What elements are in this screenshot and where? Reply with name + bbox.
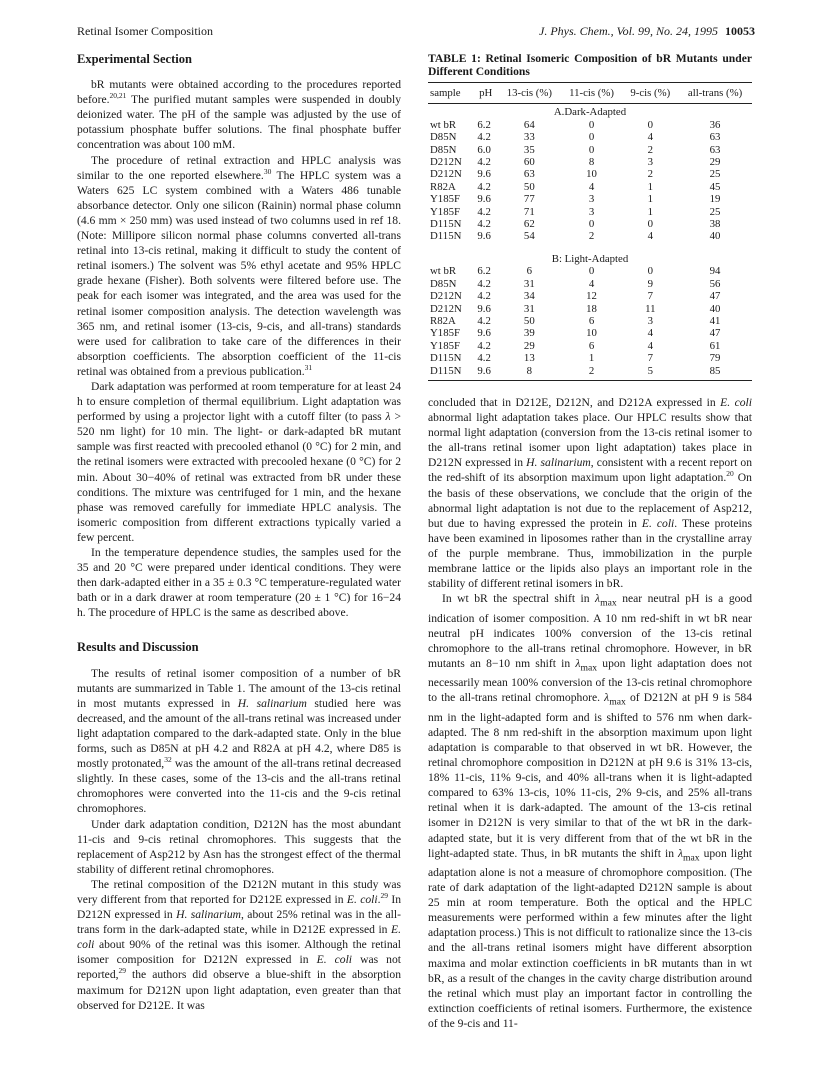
section-label: A.Dark-Adapted: [553, 106, 627, 119]
value-cell: 10: [586, 168, 597, 181]
sample-cell: Y185F: [430, 339, 460, 352]
table-row: [428, 278, 752, 290]
page-number: 10053: [725, 24, 755, 38]
value-cell: 9.6: [473, 365, 498, 381]
running-title: Retinal Isomer Composition: [77, 24, 213, 38]
value-cell: 50: [523, 314, 535, 327]
section-row-light: [428, 251, 752, 265]
value-cell: 54: [523, 230, 535, 243]
spacer-row: [428, 243, 752, 251]
value-cell: 1: [647, 180, 654, 193]
paragraph: The results of retinal isomer composition of a number of bR mutants are summarized in Table 1. The amount of the 13-cis retinal in most mutants expressed in H. salinarium studied here was decreased, and the amount of the all-trans retinal was increased under light adaptation compared to the dark-adapted state. Only in the blue forms, such as D85N at pH 4.2 and R82A at pH 4.2, where D85 is mostly protonated,$^{32}$ was the amount of the all-trans retinal decreased slightly. In these cases, some of the 13-cis and the all-trans retinal chromophores were converted into the 11-cis and the 9-cis retinal chromophores.: [77, 666, 401, 816]
value-cell: 1: [588, 352, 595, 365]
value-cell: 9.6: [477, 230, 491, 243]
value-cell: 4: [588, 277, 595, 290]
value-cell: 5: [623, 365, 679, 381]
value-cell: 2: [647, 168, 654, 181]
table-body: [428, 104, 752, 381]
value-cell: 38: [709, 218, 721, 231]
value-cell: 0: [588, 218, 595, 231]
value-cell: 9.6: [477, 327, 491, 340]
value-cell: 7: [647, 352, 654, 365]
table-row: [428, 131, 752, 143]
value-cell: 31: [523, 302, 535, 315]
value-cell: 3: [647, 156, 654, 169]
value-cell: 40: [709, 230, 721, 243]
value-cell: 25: [709, 168, 721, 181]
value-cell: 4.2: [477, 339, 491, 352]
column-header: 13-cis (%): [498, 83, 560, 104]
value-cell: 2: [561, 365, 623, 381]
paragraph: Under dark adaptation condition, D212N has the most abundant 11-cis and 9-cis retinal chromophores. This suggests that the replacement of Asp212 by Asn has the strongest effect of the thermal stability of different retinal chromophores.: [77, 817, 401, 876]
right-column-text: [428, 395, 752, 1031]
value-cell: 4.2: [477, 352, 491, 365]
value-cell: 50: [523, 180, 535, 193]
value-cell: 40: [709, 302, 721, 315]
value-cell: 61: [709, 339, 721, 352]
value-cell: 13: [523, 352, 535, 365]
value-cell: 2: [588, 230, 595, 243]
table-row: [428, 144, 752, 156]
sample-cell: D115N: [430, 352, 462, 365]
sample-cell: D85N: [430, 131, 457, 144]
value-cell: 8: [498, 365, 560, 381]
value-cell: 12: [586, 290, 597, 303]
value-cell: 0: [647, 218, 654, 231]
column-header: 11-cis (%): [561, 83, 623, 104]
value-cell: 29: [709, 156, 721, 169]
spacer-cell: [428, 243, 752, 251]
paragraph: In wt bR the spectral shift in $\lambda_{max}$ near neutral pH is a good indication of isomer composition. A 10 nm red-shift in wt bR near neutral pH indicates 100% conversion of the 13-cis retinal chromophore to the all-trans retinal chromophore. However, in bR mutants an 8−10 nm shift in $\lambda_{max}$ upon light adaptation does not necessarily mean 100% conversion of the 13-cis retinal chromophore to the all-trans retinal chromophore. $\lambda_{max}$ of D212N at pH 9 is 584 nm in the light-adapted form and is shifted to 576 nm when dark-adapted. The 8 nm red-shift in the absorption maximum upon light adaptation is comparable to that observed in wt bR. However, the retinal chromophore composition in D212N at pH 9.6 is 31% 13-cis, 18% 11-cis, 11% 9-cis, and 40% all-trans when it is light-adapted compared to 63% 13-cis, 10% 11-cis, 2% 9-cis, and 25% all-trans retinal when it is dark-adapted. The amount of the 13-cis retinal isomer in D212N is very similar to that of the wt bR in the dark-adapted state, but it is very different from that of the wt bR in the light-adapted state. Thus, in bR mutants the shift in $\lambda_{max}$ upon light adaptation alone is not a measure of chromophore composition. (The rate of dark adaptation of the light-adapted D212N sample is about 25 min at room temperature. Both the optical and the HPLC measurements were performed within a few minutes after the light adaptation process.) This is not difficult to rationalize since the 13-cis and the all-trans retinal isomers might have different absorption maxima and molar extinction coefficients in bR mutants than in wt bR, as a result of the changes in the cavity charge distribution around the retinal which must play an important factor in controlling the extinction coefficients of retinal isomers. Furthermore, the existence of the 9-cis and 11-: [428, 592, 753, 1030]
sample-cell: R82A: [430, 180, 456, 193]
sample-cell: D212N: [430, 156, 462, 169]
paragraph: Dark adaptation was performed at room temperature for at least 24 h to ensure completion of thermal equilibrium. Light adaptation was performed by using a projector light with a cutoff filter (to pass λ > 520 nm light) for 10 min. The light- or dark-adapted bR mutant sample was first reacted with precooled ethanol (0 °C) for 2 min, and the retinal isomers were extracted with precooled hexane (0 °C) for 2 min. About 30−40% of retinal was extracted from bR under these conditions. The mixture was centrifuged for 1 min, and the hexane phase was removed carefully for immediate HPLC analysis. The isomeric composition from different extractions typically varied a few percent.: [77, 379, 402, 544]
sample-cell: D212N: [430, 290, 462, 303]
right-column: [428, 48, 752, 1031]
value-cell: 4: [588, 180, 595, 193]
value-cell: 4.2: [477, 131, 491, 144]
value-cell: 63: [709, 131, 721, 144]
value-cell: 4.2: [477, 156, 491, 169]
sample-cell: Y185F: [430, 193, 460, 206]
table-header-row: [428, 83, 752, 104]
table-row: [428, 352, 752, 364]
paragraph: The procedure of retinal extraction and HPLC analysis was similar to the one reported elsewhere.$^{30}$ The HPLC system was a Waters 625 LC system combined with a Waters 486 tunable absorbance detector. Only one silicon (Rainin) normal phase column (4.6 mm × 250 mm) was used instead of two columns used in ref 18. (Note: Millipore silicon normal phase columns converted all-trans retinal into 13-cis retinal, making it difficult to study the content of retinal isomers.) The solvent was 5% ethyl acetate and 95% HPLC grade hexane (Fisher). Both solvents were filtered before use. The peak for each isomer was integrated, and the area was used for the retinal isomer composition analysis. The detection wavelength was 365 nm, and retinal isomer (13-cis, 9-cis, and all-trans) standards were used for calibration to take care of the differences in their absorption coefficients. The absorption coefficient of the 11-cis retinal was obtained from a previous publication.$^{31}$: [77, 153, 401, 378]
value-cell: 35: [523, 143, 535, 156]
value-cell: 9.6: [477, 302, 491, 315]
value-cell: 71: [523, 205, 535, 218]
value-cell: 0: [588, 265, 595, 278]
value-cell: 6: [588, 339, 595, 352]
value-cell: 1: [647, 193, 654, 206]
value-cell: 34: [523, 290, 535, 303]
value-cell: 1: [647, 205, 654, 218]
value-cell: 4: [647, 339, 654, 352]
value-cell: 39: [523, 327, 535, 340]
paragraph: The retinal composition of the D212N mutant in this study was very different from that reported for D212E expressed in E. coli.$^{29}$ In D212N expressed in H. salinarium, about 25% retinal was in the all-trans form in the dark-adapted state, while in D212E expressed in E. coli about 90% of the retinal was this isomer. Although the retinal isomer composition for D212N expressed in E. coli was not reported,$^{29}$ the authors did observe a blue-shift in the absorption maximum for D212N upon light adaptation, even greater than that observed for D212E. It was: [77, 877, 402, 1012]
journal-citation: J. Phys. Chem., Vol. 99, No. 24, 1995: [539, 24, 718, 38]
section-row-dark: [428, 104, 752, 119]
value-cell: 6: [588, 314, 595, 327]
left-column: [77, 48, 401, 1013]
sample-cell: R82A: [430, 314, 456, 327]
value-cell: 0: [588, 143, 595, 156]
value-cell: 31: [523, 277, 535, 290]
value-cell: 18: [586, 302, 597, 315]
value-cell: 0: [647, 118, 654, 131]
value-cell: 7: [647, 290, 654, 303]
sample-cell: D115N: [430, 230, 462, 243]
value-cell: 33: [523, 131, 535, 144]
value-cell: 2: [647, 143, 654, 156]
value-cell: 25: [709, 205, 721, 218]
isomer-table: [428, 82, 752, 381]
value-cell: 4.2: [477, 314, 491, 327]
value-cell: 4.2: [477, 218, 491, 231]
value-cell: 9: [647, 277, 654, 290]
value-cell: 77: [523, 193, 535, 206]
table-row: [428, 340, 752, 352]
table-row: [428, 119, 752, 131]
value-cell: 10: [586, 327, 597, 340]
sample-cell: Y185F: [430, 205, 460, 218]
value-cell: 6.0: [477, 143, 491, 156]
table-row: [428, 168, 752, 180]
value-cell: 64: [523, 118, 535, 131]
table-title: TABLE 1: Retinal Isomeric Composition of bR Mutants under Different Conditions: [428, 52, 752, 78]
value-cell: 41: [709, 314, 721, 327]
value-cell: 60: [523, 156, 535, 169]
sample-cell: Y185F: [430, 327, 460, 340]
value-cell: 11: [645, 302, 656, 315]
value-cell: 4: [647, 327, 654, 340]
column-header: all-trans (%): [678, 83, 752, 104]
column-header: 9-cis (%): [623, 83, 679, 104]
value-cell: 6.2: [477, 118, 491, 131]
value-cell: 4.2: [477, 277, 491, 290]
sample-cell: D115N: [428, 365, 473, 381]
value-cell: 47: [709, 327, 721, 340]
table-row: [428, 315, 752, 327]
section-heading-results: Results and Discussion: [77, 640, 199, 655]
value-cell: 6.2: [477, 265, 491, 278]
paragraph: In the temperature dependence studies, the samples used for the 35 and 20 °C were prepared under identical conditions. They were then dark-adapted either in a 35 ± 0.3 °C temperature-regulated water bath or in a dark drawer at room temperature (20 ± 1 °C) for 16−24 h. The procedure of HPLC is the same as described above.: [77, 546, 401, 620]
table-row: [428, 156, 752, 168]
table-row: [428, 181, 752, 193]
value-cell: 47: [709, 290, 721, 303]
value-cell: 4.2: [477, 205, 491, 218]
column-header: pH: [473, 83, 498, 104]
table-row: [428, 218, 752, 230]
value-cell: 85: [678, 365, 752, 381]
table-row: [428, 193, 752, 205]
column-header: sample: [428, 83, 473, 104]
value-cell: 3: [588, 205, 595, 218]
value-cell: 4.2: [477, 290, 491, 303]
table-row: [428, 230, 752, 242]
value-cell: 36: [709, 118, 721, 131]
value-cell: 3: [647, 314, 654, 327]
journal-header: [539, 24, 755, 39]
sample-cell: D212N: [430, 302, 462, 315]
section-heading-experimental: Experimental Section: [77, 52, 192, 66]
value-cell: 8: [588, 156, 595, 169]
table-row: [428, 265, 752, 277]
table-row: [428, 290, 752, 302]
sample-cell: D85N: [430, 143, 457, 156]
paragraph: concluded that in D212E, D212N, and D212A expressed in E. coli abnormal light adaptation takes place. Our HPLC results show that normal light adaptation (conversion from the 13-cis retinal isomer to the all-trans retinal isomer upon light adaptation) takes place in D212N expressed in H. salinarium, consistent with a recent report on the red-shift of its absorption maximum upon light adaptation.$^{20}$ On the basis of these observations, we conclude that the origin of the abnormal light adaptation is not due to the replacement of Asp212, but due to having expressed the protein in E. coli. These proteins have been examined in liposomes rather than in the crystalline array of the purple membrane. Thus, immobilization in the purple membrane lattice or the lipids also plays an important role in the stability of different retinal isomers in bR.: [428, 395, 753, 591]
sample-cell: D212N: [430, 168, 462, 181]
value-cell: 79: [709, 352, 721, 365]
section-label: B: Light-Adapted: [551, 252, 629, 265]
paragraph: bR mutants were obtained according to the procedures reported before.$^{20,21}$ The purified mutant samples were suspended in doubly deionized water. The pH of the sample was adjusted by the use of potassium phosphate buffer solutions. The final phosphate buffer concentration was about 100 mM.: [77, 78, 401, 152]
value-cell: 4: [647, 230, 654, 243]
value-cell: 0: [647, 265, 654, 278]
table-row: [428, 327, 752, 339]
sample-cell: D85N: [430, 277, 457, 290]
sample-cell: wt bR: [430, 118, 457, 131]
value-cell: 45: [709, 180, 721, 193]
value-cell: 63: [523, 168, 535, 181]
value-cell: 4.2: [477, 180, 491, 193]
value-cell: 6: [526, 265, 533, 278]
table-row: [428, 365, 752, 381]
table-row: [428, 206, 752, 218]
value-cell: 94: [709, 265, 721, 278]
value-cell: 9.6: [477, 168, 491, 181]
value-cell: 0: [588, 131, 595, 144]
value-cell: 19: [709, 193, 721, 206]
value-cell: 63: [709, 143, 721, 156]
value-cell: 9.6: [477, 193, 491, 206]
value-cell: 62: [523, 218, 535, 231]
value-cell: 3: [588, 193, 595, 206]
sample-cell: wt bR: [430, 265, 457, 278]
value-cell: 56: [709, 277, 721, 290]
table-row: [428, 303, 752, 315]
value-cell: 4: [647, 131, 654, 144]
value-cell: 0: [588, 118, 595, 131]
value-cell: 29: [523, 339, 535, 352]
sample-cell: D115N: [430, 218, 462, 231]
